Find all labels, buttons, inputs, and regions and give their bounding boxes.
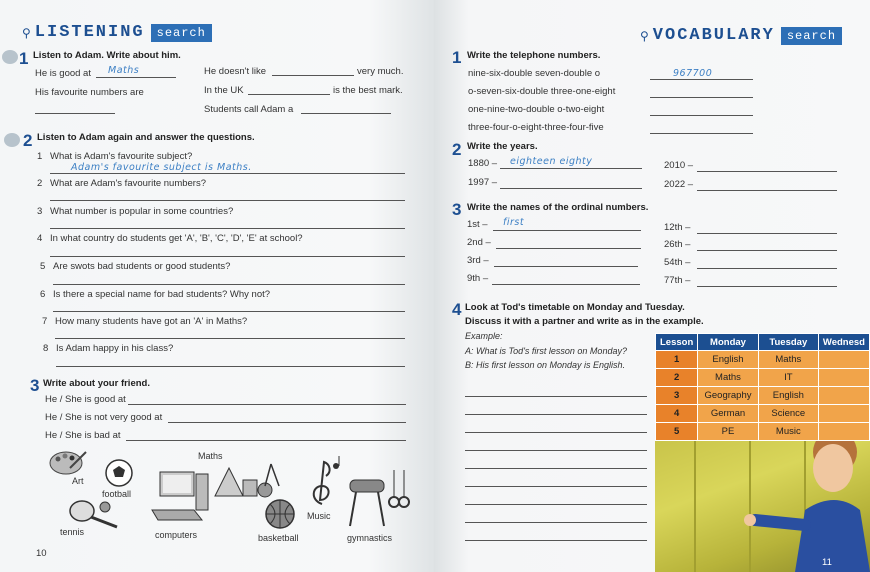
answer-line[interactable] bbox=[50, 200, 405, 201]
page-number: 11 bbox=[822, 557, 832, 568]
answer-line[interactable] bbox=[56, 366, 405, 367]
answer-line[interactable] bbox=[96, 77, 176, 78]
year-label: 1880 – bbox=[468, 158, 498, 169]
picture-label: gymnastics bbox=[347, 533, 393, 543]
answer-line[interactable] bbox=[465, 504, 647, 505]
table-cell bbox=[818, 369, 869, 387]
handwritten-answer: Adam's favourite subject is Maths. bbox=[71, 162, 252, 173]
picture-label: Art bbox=[72, 476, 84, 486]
prompt-label: He doesn't like bbox=[204, 66, 267, 77]
exercise-number: 2 bbox=[23, 131, 33, 150]
table-cell: German bbox=[698, 405, 758, 423]
prompt-label: His favourite numbers are bbox=[35, 87, 144, 98]
example-label: Example: bbox=[465, 331, 503, 341]
prompt-label: He is good at bbox=[35, 68, 91, 79]
answer-line[interactable] bbox=[128, 404, 406, 405]
ordinal-label: 1st – bbox=[467, 219, 488, 230]
table-row bbox=[656, 405, 870, 423]
table-cell bbox=[818, 405, 869, 423]
palette-icon bbox=[48, 448, 88, 478]
table-cell: Maths bbox=[758, 351, 818, 369]
answer-line[interactable] bbox=[496, 248, 641, 249]
exercise-number: 1 bbox=[452, 48, 462, 67]
ordinal-label: 26th – bbox=[664, 239, 691, 250]
header-cell: Tuesday bbox=[758, 334, 818, 351]
exercise-number: 4 bbox=[452, 300, 462, 319]
answer-line[interactable] bbox=[697, 286, 837, 287]
table-row bbox=[656, 369, 870, 387]
music-icon bbox=[306, 456, 342, 508]
prompt-label: He / She is good at bbox=[45, 394, 126, 405]
vocabulary-header bbox=[640, 26, 842, 45]
table-cell: PE bbox=[698, 423, 758, 441]
exercise-number: 3 bbox=[452, 200, 462, 219]
table-cell bbox=[818, 423, 869, 441]
answer-line[interactable] bbox=[465, 522, 647, 523]
answer-line[interactable] bbox=[465, 486, 647, 487]
year-label: 1997 – bbox=[468, 177, 498, 188]
question-number: 6 bbox=[40, 289, 46, 300]
picture-label: tennis bbox=[60, 527, 85, 537]
timetable-header-row bbox=[656, 334, 870, 351]
answer-line[interactable] bbox=[168, 422, 406, 423]
question-number: 4 bbox=[37, 233, 43, 244]
magnifier-icon: ⚲ bbox=[640, 28, 649, 43]
lesson-cell: 5 bbox=[656, 423, 698, 441]
page-number: 10 bbox=[36, 548, 47, 559]
table-cell: Music bbox=[758, 423, 818, 441]
table-cell: English bbox=[698, 351, 758, 369]
answer-line[interactable] bbox=[465, 450, 647, 451]
prompt-suffix: very much. bbox=[357, 66, 404, 77]
question-text: Is there a special name for bad students? Why not? bbox=[53, 289, 271, 300]
lesson-cell: 1 bbox=[656, 351, 698, 369]
exercise-number: 3 bbox=[30, 376, 40, 395]
answer-line[interactable] bbox=[500, 168, 642, 169]
ordinal-label: 2nd – bbox=[467, 237, 491, 248]
answer-line[interactable] bbox=[465, 540, 647, 541]
answer-line[interactable] bbox=[53, 311, 405, 312]
ordinal-label: 12th – bbox=[664, 222, 691, 233]
section-title: VOCABULARY bbox=[652, 26, 775, 45]
picture-label: computers bbox=[155, 530, 198, 540]
answer-line[interactable] bbox=[697, 233, 837, 234]
question-number: 8 bbox=[43, 343, 49, 354]
answer-line[interactable] bbox=[465, 414, 647, 415]
table-row bbox=[656, 423, 870, 441]
prompt-suffix: is the best mark. bbox=[333, 85, 403, 96]
answer-line[interactable] bbox=[50, 228, 405, 229]
answer-line[interactable] bbox=[494, 266, 638, 267]
handwritten-answer: first bbox=[503, 217, 525, 228]
exercise-title: Write the names of the ordinal numbers. bbox=[467, 202, 649, 213]
header-cell: Wednesd bbox=[818, 334, 869, 351]
ordinal-label: 54th – bbox=[664, 257, 691, 268]
answer-line[interactable] bbox=[301, 113, 391, 114]
answer-line[interactable] bbox=[650, 115, 753, 116]
phone-words: o-seven-six-double three-one-eight bbox=[468, 86, 616, 97]
exercise-title: Write the telephone numbers. bbox=[467, 50, 601, 61]
question-text: Is Adam happy in his class? bbox=[56, 343, 174, 354]
computer-icon bbox=[150, 468, 212, 526]
header-cell: Lesson bbox=[656, 334, 698, 351]
exercise-title: Look at Tod's timetable on Monday and Tuesday. bbox=[465, 302, 685, 313]
exercise-title: Listen to Adam. Write about him. bbox=[33, 50, 181, 61]
question-text: What number is popular in some countries? bbox=[50, 206, 234, 217]
example-answer: B: His first lesson on Monday is English. bbox=[465, 360, 626, 370]
lesson-cell: 2 bbox=[656, 369, 698, 387]
question-text: How many students have got an 'A' in Maths? bbox=[55, 316, 248, 327]
table-cell bbox=[818, 351, 869, 369]
handwritten-answer: eighteen eighty bbox=[510, 156, 593, 167]
example-question: A: What is Tod's first lesson on Monday? bbox=[465, 346, 627, 356]
handwritten-answer: 967700 bbox=[673, 68, 713, 79]
answer-line[interactable] bbox=[465, 432, 647, 433]
answer-line[interactable] bbox=[493, 230, 641, 231]
question-text: Are swots bad students or good students? bbox=[53, 261, 231, 272]
answer-line[interactable] bbox=[650, 97, 753, 98]
phone-words: one-nine-two-double o-two-eight bbox=[468, 104, 605, 115]
search-tag: search bbox=[151, 24, 212, 42]
answer-line[interactable] bbox=[272, 75, 354, 76]
answer-line[interactable] bbox=[53, 284, 405, 285]
answer-line[interactable] bbox=[35, 113, 115, 114]
year-label: 2010 – bbox=[664, 160, 694, 171]
phone-words: three-four-o-eight-three-four-five bbox=[468, 122, 604, 133]
picture-label: football bbox=[102, 489, 132, 499]
ordinal-label: 3rd – bbox=[467, 255, 489, 266]
answer-line[interactable] bbox=[126, 440, 406, 441]
exercise-title-line2: Discuss it with a partner and write as in the example. bbox=[465, 316, 704, 327]
answer-line[interactable] bbox=[697, 190, 837, 191]
answer-line[interactable] bbox=[500, 188, 642, 189]
prompt-label: He / She is not very good at bbox=[45, 412, 163, 423]
answer-line[interactable] bbox=[50, 173, 405, 174]
answer-line[interactable] bbox=[50, 256, 405, 257]
table-cell: Geography bbox=[698, 387, 758, 405]
answer-line[interactable] bbox=[697, 268, 837, 269]
ordinal-label: 77th – bbox=[664, 275, 691, 286]
timetable bbox=[655, 333, 870, 441]
boy-photo bbox=[655, 440, 870, 572]
magnifier-icon: ⚲ bbox=[22, 25, 31, 40]
phone-words: nine-six-double seven-double o bbox=[468, 68, 601, 79]
table-cell: IT bbox=[758, 369, 818, 387]
picture-label: Maths bbox=[198, 451, 223, 461]
exercise-title: Write the years. bbox=[467, 141, 538, 152]
exercise-number: 2 bbox=[452, 140, 462, 159]
question-number: 1 bbox=[37, 151, 43, 162]
table-cell: Maths bbox=[698, 369, 758, 387]
question-number: 3 bbox=[37, 206, 43, 217]
question-number: 5 bbox=[40, 261, 46, 272]
listening-header bbox=[22, 23, 212, 42]
lesson-cell: 4 bbox=[656, 405, 698, 423]
answer-line[interactable] bbox=[492, 284, 640, 285]
lesson-cell: 3 bbox=[656, 387, 698, 405]
prompt-label: In the UK bbox=[204, 85, 244, 96]
exercise-title: Listen to Adam again and answer the questions. bbox=[37, 132, 255, 143]
maths-icon bbox=[205, 462, 285, 498]
answer-line[interactable] bbox=[650, 79, 753, 80]
exercise-number: 1 bbox=[19, 49, 29, 68]
picture-label: basketball bbox=[258, 533, 299, 543]
answer-line[interactable] bbox=[465, 468, 647, 469]
bee-icon bbox=[4, 133, 20, 147]
handwritten-answer: Maths bbox=[108, 65, 140, 76]
question-number: 2 bbox=[37, 178, 43, 189]
answer-line[interactable] bbox=[650, 133, 753, 134]
question-text: What is Adam's favourite subject? bbox=[50, 151, 193, 162]
question-number: 7 bbox=[42, 316, 48, 327]
basketball-icon bbox=[264, 498, 296, 530]
answer-line[interactable] bbox=[697, 171, 837, 172]
answer-line[interactable] bbox=[697, 250, 837, 251]
exercise-title: Write about your friend. bbox=[43, 378, 150, 389]
ordinal-label: 9th – bbox=[467, 273, 489, 284]
table-cell: Science bbox=[758, 405, 818, 423]
section-title: LISTENING bbox=[34, 23, 145, 42]
table-cell: English bbox=[758, 387, 818, 405]
answer-line[interactable] bbox=[465, 396, 647, 397]
question-text: What are Adam's favourite numbers? bbox=[50, 178, 206, 189]
picture-label: Music bbox=[307, 511, 331, 521]
gymnastics-icon bbox=[346, 470, 412, 532]
search-tag: search bbox=[781, 27, 842, 45]
header-cell: Monday bbox=[698, 334, 758, 351]
photo-illustration bbox=[655, 440, 870, 572]
prompt-label: Students call Adam a bbox=[204, 104, 294, 115]
year-label: 2022 – bbox=[664, 179, 694, 190]
tennis-icon bbox=[65, 497, 120, 529]
answer-line[interactable] bbox=[55, 338, 405, 339]
prompt-label: He / She is bad at bbox=[45, 430, 121, 441]
answer-line[interactable] bbox=[248, 94, 330, 95]
bee-icon bbox=[2, 50, 18, 64]
table-row bbox=[656, 387, 870, 405]
table-cell bbox=[818, 387, 869, 405]
question-text: In what country do students get 'A', 'B', 'C', 'D', 'E' at school? bbox=[50, 233, 303, 244]
football-icon bbox=[104, 458, 134, 488]
table-row bbox=[656, 351, 870, 369]
